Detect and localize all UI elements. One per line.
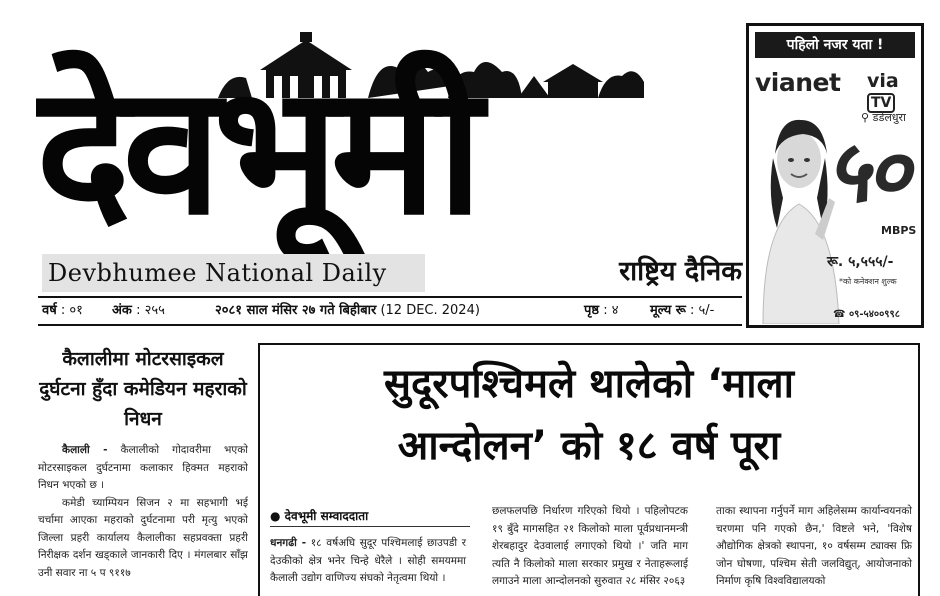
lead-story-headline	[260, 353, 918, 477]
side-story[interactable]	[38, 340, 248, 596]
issue-info	[112, 300, 165, 322]
side-story-dateline: कैलाली -	[62, 444, 108, 456]
price-info	[650, 300, 714, 322]
vianet-advertisement[interactable]	[746, 23, 924, 328]
date-english: (12 DEC. 2024)	[380, 303, 480, 318]
masthead-rule-top	[38, 296, 742, 298]
lead-story[interactable]	[258, 343, 920, 596]
ad-brand-viatv	[867, 70, 921, 114]
date-nepali: २०८१ साल मंसिर २७ गते बिहीबार	[215, 303, 377, 318]
masthead-tagline: राष्ट्रिय दैनिक	[619, 256, 742, 287]
masthead-rule-bottom	[38, 324, 742, 326]
lead-story-column-1	[270, 535, 466, 588]
issue-value: : २५५	[136, 303, 165, 318]
year-info	[42, 300, 83, 322]
lead-story-column-1-text: १८ वर्षअघि सुदूर पश्चिमलाई छाउपडी र देउकीको क्षेत्र भनेर चिन्हे धेरैले । सोही समयममा कैलाली उद्योग वाणिज्य संघको नेतृत्वमा थियो ।	[270, 537, 466, 584]
ad-price: रू. ५,५५५/-	[827, 254, 894, 270]
lead-story-column-2: छलफलपछि निर्धारण गरिएको थियो । पहिलोपटक १९ बुँदे मागसहित २१ किलोको माला पूर्वप्रधानमन्त्री शेरबहादुर देउवालाई लगाएको थियो ।' जति माग त्यति नै किलोको माला सरकार प्रमुख र नेताहरूलाई लगाउने माला आन्दोलनको सुरुवात २८ मंसिर २०६३	[492, 505, 688, 587]
page-info	[584, 300, 618, 322]
ad-brand-tv: TV	[867, 93, 895, 113]
date-info	[215, 300, 480, 322]
lead-story-byline: ● देवभूमी सम्वाददाता	[270, 505, 470, 527]
year-value: : ०१	[60, 303, 83, 318]
side-story-headline: कैलालीमा मोटरसाइकल दुर्घटना हुँदा कमेडियन महराको निधन	[39, 348, 247, 430]
side-story-body	[38, 442, 248, 582]
ad-banner: पहिलो नजर यता !	[755, 32, 915, 58]
page-value: : ४	[603, 303, 619, 318]
lead-story-dateline: धनगढी -	[270, 537, 307, 549]
ad-brand-via: via	[867, 70, 899, 92]
page-label: पृष्ठ	[584, 303, 600, 318]
price-label: मूल्य रू	[650, 303, 686, 318]
ad-location: ⚲ डडेलधुरा	[861, 111, 906, 124]
ad-note: *को कनेक्शन शुल्क	[839, 277, 897, 286]
side-story-paragraph-2: कमेडी च्याम्पियन सिजन २ मा सहभागी भई चर्चामा आएका महराको दुर्घटनामा परी मृत्यु भएको जिल्ला प्रहरी कार्यालय कैलालीका सहप्रवक्ता प्रहरी निरीक्षक दर्शन खड्काले जानकारी दिए । मंगलबार साँझ उनी सवार ना ५ प ९११७	[38, 496, 248, 579]
side-story-paragraph-1: कैलालीको गोदावरीमा भएको मोटरसाइकल दुर्घटनामा कलाकार हिक्मत महराको निधन भएको छ ।	[38, 444, 248, 491]
year-label: वर्ष	[42, 303, 57, 318]
ad-speed-value: ५०	[825, 122, 907, 222]
issue-label: अंक	[112, 303, 132, 318]
lead-headline-line-2: आन्दोलन’ को १८ वर्ष पूरा	[397, 423, 781, 469]
price-value: : ५/-	[690, 303, 715, 318]
masthead-english-name: Devbhumee National Daily	[42, 254, 425, 292]
ad-phone: ☎ ०९-५४००९९८	[833, 309, 900, 320]
side-story-paragraph	[38, 442, 248, 495]
lead-headline-line-1: सुदूरपश्चिमले थालेको ‘माला	[383, 361, 795, 407]
lead-story-column-3: ताका स्थापना गर्नुपर्ने माग अहिलेसम्म कार्यान्वयनको चरणमा पनि गएको छैन,' विष्टले भने, 'विशेष औद्योगिक क्षेत्रको स्थापना, १० वर्षसम्म ट्याक्स फ्रि जोन घोषणा, पश्चिम सेती जलविद्युत्, आयोजनाको निर्माण कृषि विश्वविद्यालयको	[716, 505, 912, 587]
newspaper-masthead-title: देवभूमी	[36, 47, 476, 254]
ad-speed-unit: MBPS	[881, 224, 917, 237]
ad-brand-vianet: vianet	[755, 68, 841, 97]
